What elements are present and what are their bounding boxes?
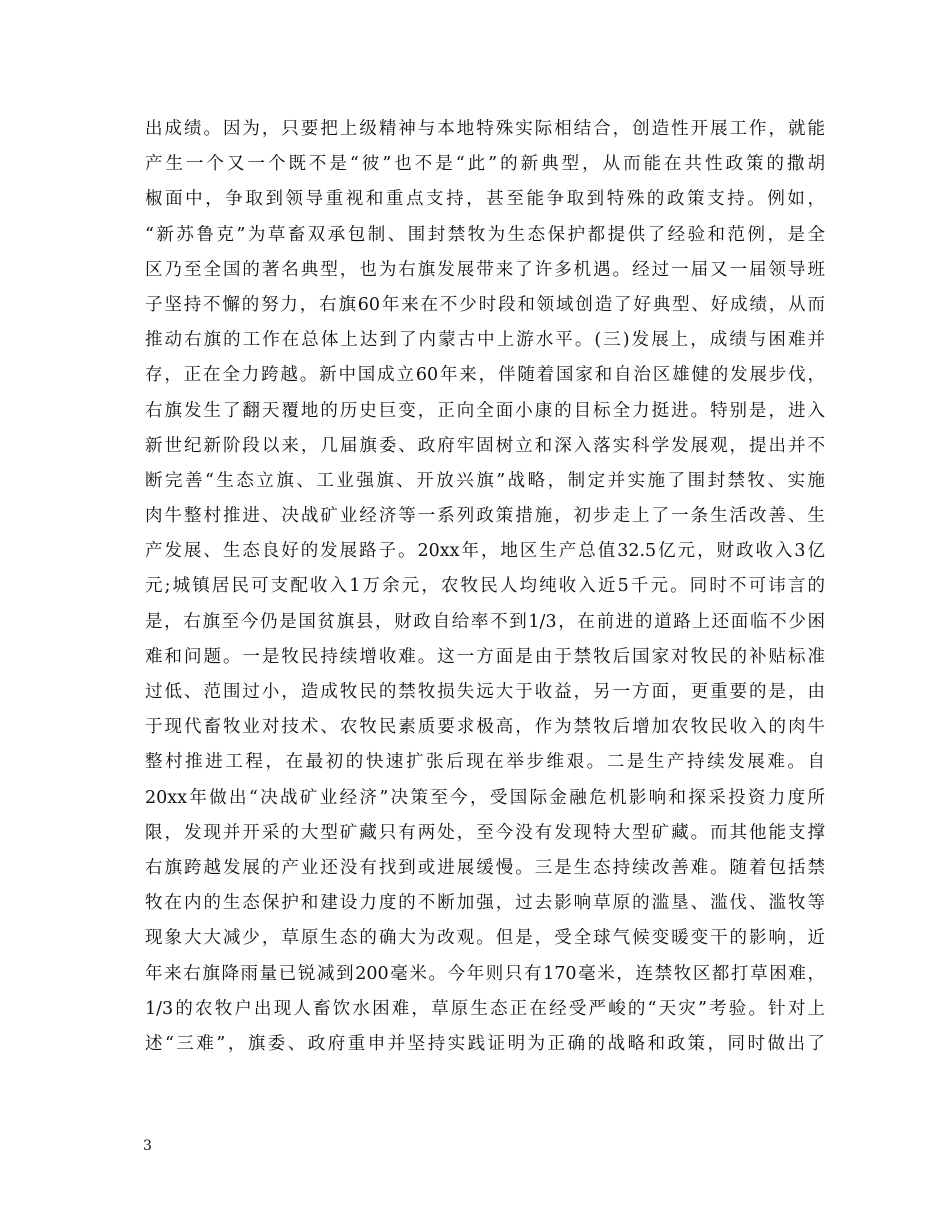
text-line: 牧在内的生态保护和建设力度的不断加强，过去影响草原的滥垦、滥伐、滥牧等 bbox=[145, 893, 825, 914]
body-text bbox=[145, 112, 825, 1062]
text-line: 子坚持不懈的努力，右旗60年来在不少时段和领域创造了好典型、好成绩，从而 bbox=[145, 294, 825, 315]
text-line: 20xx年做出“决战矿业经济”决策至今，受国际金融危机影响和探采投资力度所 bbox=[145, 787, 825, 808]
text-line: 过低、范围过小，造成牧民的禁牧损失远大于收益，另一方面，更重要的是，由 bbox=[145, 682, 825, 702]
text-line: 于现代畜牧业对技术、农牧民素质要求极高，作为禁牧后增加农牧民收入的肉牛 bbox=[145, 717, 825, 738]
text-line: 是，右旗至今仍是国贫旗县，财政自给率不到1/3，在前进的道路上还面临不少困 bbox=[145, 611, 825, 632]
text-line: 述“三难”，旗委、政府重申并坚持实践证明为正确的战略和政策，同时做出了 bbox=[145, 1033, 825, 1054]
text-line: 存，正在全力跨越。新中国成立60年来，伴随着国家和自治区雄健的发展步伐， bbox=[145, 365, 825, 386]
text-line: 现象大大减少，草原生态的确大为改观。但是，受全球气候变暖变干的影响，近 bbox=[145, 928, 825, 949]
text-line: 难和问题。一是牧民持续增收难。这一方面是由于禁牧后国家对牧民的补贴标准 bbox=[145, 646, 825, 667]
text-line: 区乃至全国的著名典型，也为右旗发展带来了许多机遇。经过一届又一届领导班 bbox=[145, 259, 825, 280]
text-line: 右旗跨越发展的产业还没有找到或进展缓慢。三是生态持续改善难。随着包括禁 bbox=[145, 857, 825, 878]
text-line: “新苏鲁克”为草畜双承包制、围封禁牧为生态保护都提供了经验和范例，是全 bbox=[145, 224, 825, 245]
text-line: 产生一个又一个既不是“彼”也不是“此”的新典型，从而能在共性政策的撒胡 bbox=[145, 154, 825, 175]
text-line: 元;城镇居民可支配收入1万余元，农牧民人均纯收入近5千元。同时不可讳言的 bbox=[145, 576, 825, 597]
text-line: 出成绩。因为，只要把上级精神与本地特殊实际相结合，创造性开展工作，就能 bbox=[145, 119, 825, 139]
text-line: 断完善“生态立旗、工业强旗、开放兴旗”战略，制定并实施了围封禁牧、实施 bbox=[145, 470, 825, 491]
page-number: 3 bbox=[143, 1138, 152, 1154]
text-line: 整村推进工程，在最初的快速扩张后现在举步维艰。二是生产持续发展难。自 bbox=[145, 752, 825, 773]
text-line: 椒面中，争取到领导重视和重点支持，甚至能争取到特殊的政策支持。例如， bbox=[145, 189, 825, 210]
text-line: 产发展、生态良好的发展路子。20xx年，地区生产总值32.5亿元，财政收入3亿 bbox=[145, 541, 825, 562]
text-line: 1/3的农牧户出现人畜饮水困难，草原生态正在经受严峻的“天灾”考验。针对上 bbox=[145, 998, 825, 1019]
text-line: 年来右旗降雨量已锐减到200毫米。今年则只有170毫米，连禁牧区都打草困难， bbox=[145, 963, 825, 984]
text-line: 限，发现并开采的大型矿藏只有两处，至今没有发现特大型矿藏。而其他能支撑 bbox=[145, 822, 825, 843]
text-line: 推动右旗的工作在总体上达到了内蒙古中上游水平。(三)发展上，成绩与困难并 bbox=[145, 330, 825, 351]
text-line: 右旗发生了翻天覆地的历史巨变，正向全面小康的目标全力挺进。特别是，进入 bbox=[145, 400, 825, 421]
text-line: 新世纪新阶段以来，几届旗委、政府牢固树立和深入落实科学发展观，提出并不 bbox=[145, 435, 825, 456]
text-line: 肉牛整村推进、决战矿业经济等一系列政策措施，初步走上了一条生活改善、生 bbox=[145, 506, 825, 527]
